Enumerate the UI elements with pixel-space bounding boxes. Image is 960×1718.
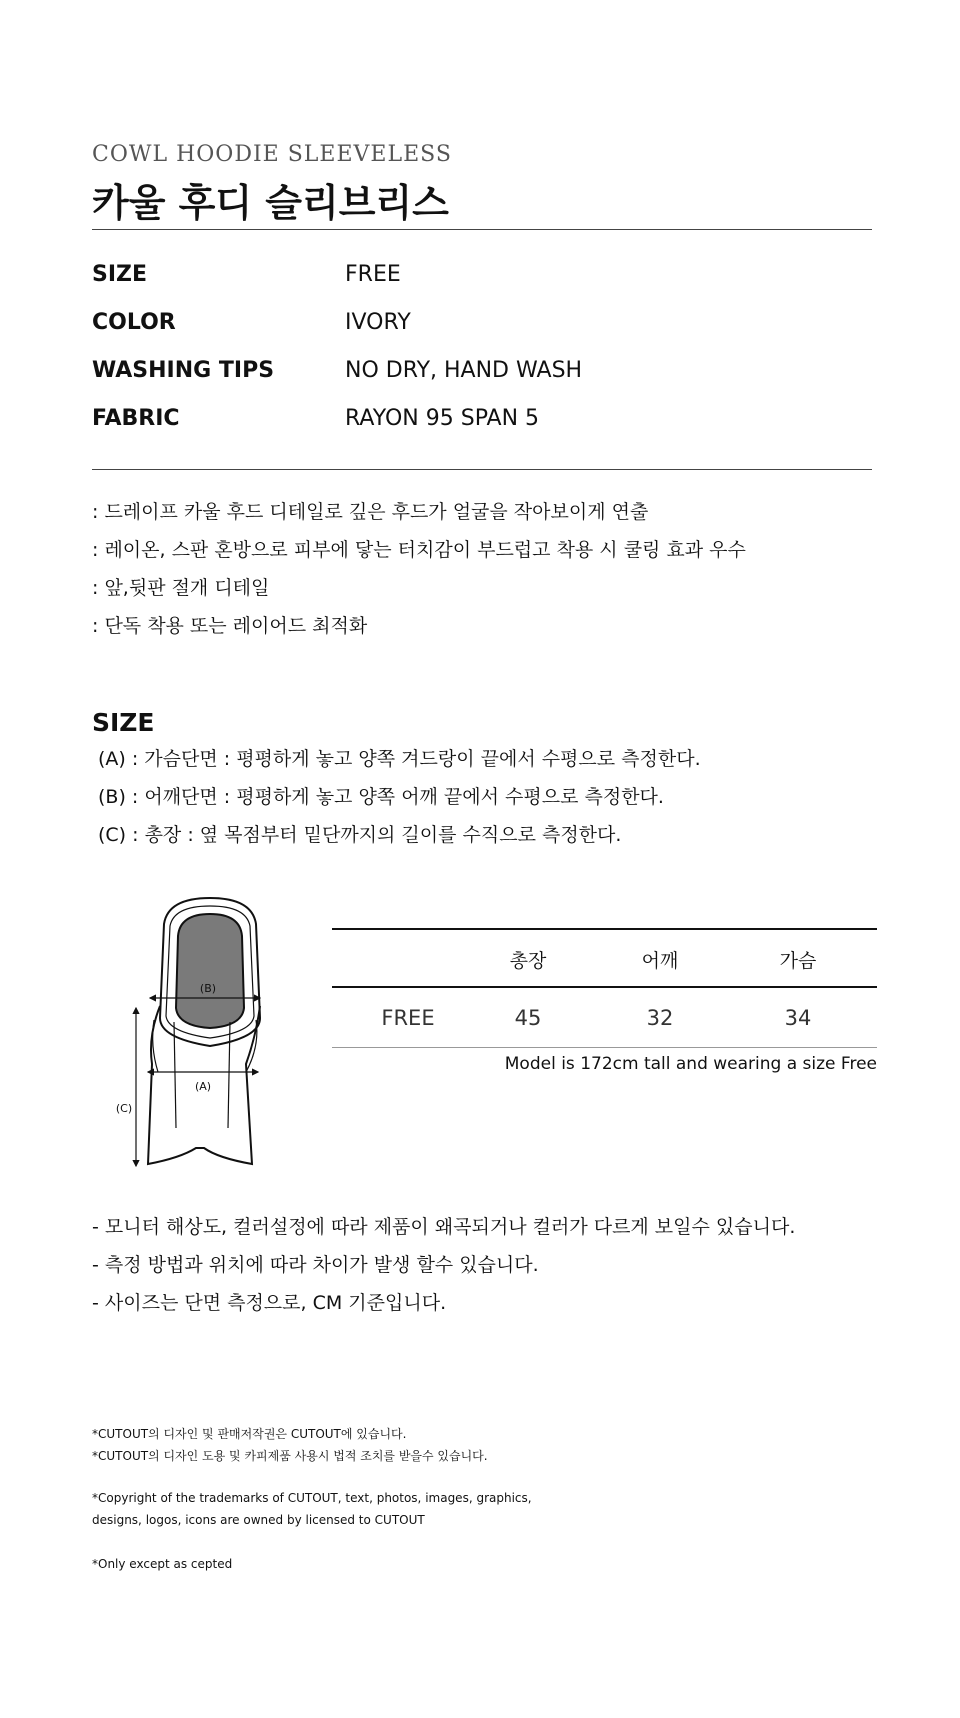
- label-a: (A): [194, 1080, 212, 1093]
- note-item: - 모니터 해상도, 컬러설정에 따라 제품이 왜곡되거나 컬러가 다르게 보일수 있습니다.: [92, 1216, 796, 1238]
- table-header: 가슴: [779, 950, 817, 972]
- table-cell: 32: [646, 1006, 674, 1030]
- note-item: - 사이즈는 단면 측정으로, CM 기준입니다.: [92, 1292, 447, 1314]
- label-c: (C): [115, 1102, 133, 1115]
- spec-label: WASHING TIPS: [92, 358, 275, 383]
- spec-row-size: [92, 262, 792, 294]
- label-b: (B): [199, 982, 217, 995]
- spec-label: COLOR: [92, 310, 176, 335]
- garment-diagram: [115, 896, 278, 1176]
- spec-label: FABRIC: [92, 406, 180, 431]
- drawstring-left: [174, 1022, 176, 1128]
- legal-line: designs, logos, icons are owned by licensed to CUTOUT: [92, 1513, 425, 1527]
- specs-divider: [92, 469, 872, 470]
- legal-line: *Copyright of the trademarks of CUTOUT, text, photos, images, graphics,: [92, 1491, 532, 1505]
- legal-line: *Only except as cepted: [92, 1557, 233, 1571]
- product-eyebrow: COWL HOODIE SLEEVELESS: [92, 142, 452, 167]
- table-header-rule: [332, 986, 877, 988]
- product-title: 카울 후디 슬리브리스: [92, 181, 449, 225]
- table-top-rule: [332, 928, 877, 930]
- note-item: - 측정 방법과 위치에 따라 차이가 발생 할수 있습니다.: [92, 1254, 539, 1276]
- table-header: 총장: [509, 950, 547, 972]
- spec-label: SIZE: [92, 262, 148, 287]
- legal-line: *CUTOUT의 디자인 도용 및 카피제품 사용시 법적 조치를 받을수 있습니다.: [92, 1449, 488, 1463]
- spec-value: RAYON 95 SPAN 5: [345, 406, 540, 431]
- feature-item: : 앞,뒷판 절개 디테일: [92, 577, 270, 599]
- hood-opening: [176, 914, 244, 1028]
- table-cell: 34: [784, 1006, 812, 1030]
- spec-row-washing: [92, 358, 792, 390]
- size-table: [332, 928, 877, 1052]
- legal-line: *CUTOUT의 디자인 및 판매저작권은 CUTOUT에 있습니다.: [92, 1427, 407, 1441]
- table-cell-size: FREE: [381, 1006, 435, 1030]
- feature-item: : 단독 착용 또는 레이어드 최적화: [92, 615, 368, 637]
- spec-row-color: [92, 310, 792, 342]
- model-note: Model is 172cm tall and wearing a size Free: [504, 1054, 877, 1074]
- spec-value: NO DRY, HAND WASH: [345, 358, 583, 383]
- spec-value: FREE: [345, 262, 401, 287]
- spec-row-fabric: [92, 406, 792, 438]
- drawstring-right: [228, 1022, 230, 1128]
- size-heading: SIZE: [92, 708, 155, 737]
- table-bottom-rule: [332, 1047, 877, 1048]
- measurement-b: (B) : 어깨단면 : 평평하게 놓고 양쪽 어깨 끝에서 수평으로 측정한다.: [98, 786, 664, 808]
- header-divider: [92, 229, 872, 230]
- table-cell: 45: [514, 1006, 542, 1030]
- measurement-c: (C) : 총장 : 옆 목점부터 밑단까지의 길이를 수직으로 측정한다.: [98, 824, 622, 846]
- measurement-a: (A) : 가슴단면 : 평평하게 놓고 양쪽 겨드랑이 끝에서 수평으로 측정한다.: [98, 748, 701, 770]
- table-header: 어깨: [641, 950, 679, 972]
- feature-item: : 드레이프 카울 후드 디테일로 깊은 후드가 얼굴을 작아보이게 연출: [92, 501, 649, 523]
- feature-item: : 레이온, 스판 혼방으로 피부에 닿는 터치감이 부드럽고 착용 시 쿨링 효과 우수: [92, 539, 746, 561]
- spec-value: IVORY: [345, 310, 411, 335]
